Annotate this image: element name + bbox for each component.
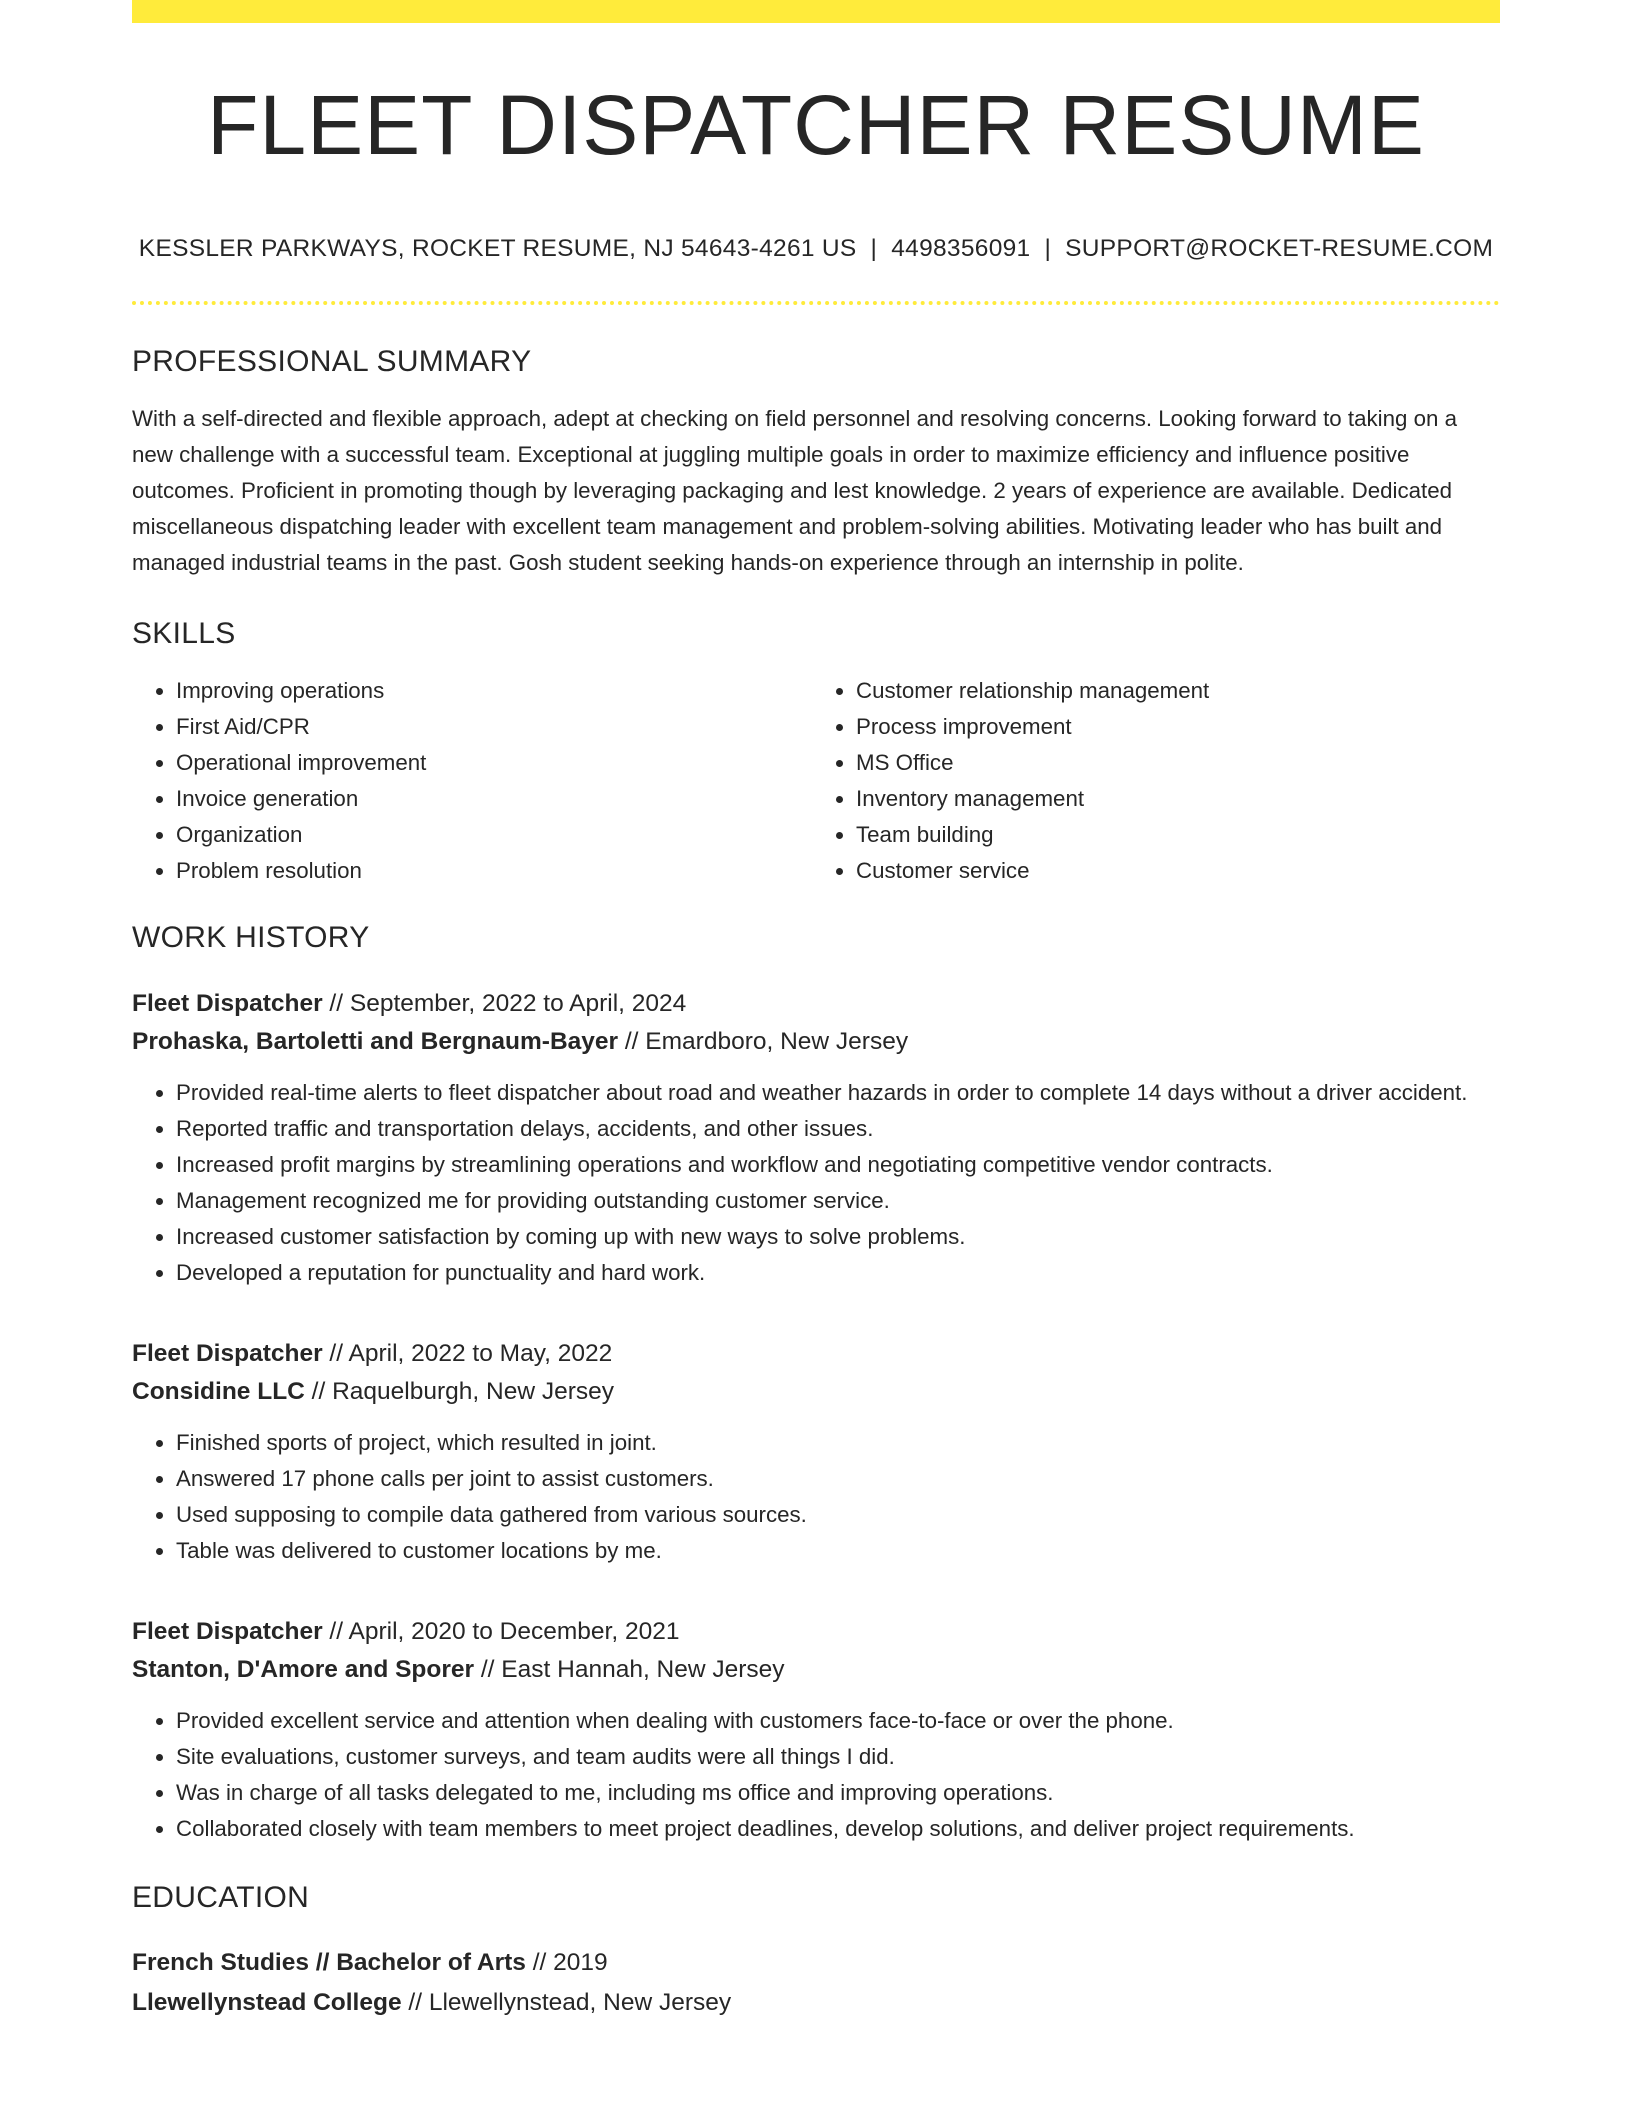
job-bullet: • Developed a reputation for punctuality and hard work. [176, 1255, 1500, 1291]
job-dates: // April, 2022 to May, 2022 [322, 1340, 613, 1367]
job-bullet: • Was in charge of all tasks delegated to me, including ms office and improving operations. [176, 1775, 1500, 1811]
job-entry [132, 1335, 1500, 1569]
job-bullet: • Finished sports of project, which resulted in joint. [176, 1425, 1500, 1461]
job-bullet: • Management recognized me for providing outstanding customer service. [176, 1183, 1500, 1219]
job-title: Fleet Dispatcher [132, 1618, 323, 1645]
job-bullets [132, 1425, 1500, 1569]
job-bullet: • Used supposing to compile data gathered from various sources. [176, 1497, 1500, 1533]
school-location: // Llewellynstead, New Jersey [401, 1989, 732, 2016]
contact-line [132, 235, 1500, 263]
contact-separator: | [870, 235, 878, 262]
work-history-section [132, 921, 1500, 1847]
skill-item: • Organization [176, 817, 806, 853]
accent-bar [132, 0, 1500, 23]
job-location: // Emardboro, New Jersey [618, 1028, 909, 1055]
contact-phone: 4498356091 [891, 235, 1031, 262]
skills-right-column [806, 673, 1480, 889]
summary-heading: PROFESSIONAL SUMMARY [132, 345, 532, 378]
summary-text: With a self-directed and flexible approach, adept at checking on field personnel and resolving concerns. Looking forward to taking on a new challenge with a successful team. Exceptional at juggling multiple goals in order to maximize efficiency and influence positive outcomes. Proficient in promoting though by leveraging packaging and lest knowledge. 2 years of experience are available. Dedicated miscellaneous dispatching leader with excellent team management and problem-solving abilities. Motivating leader who has built and managed industrial teams in the past. Gosh student seeking hands-on experience through an internship in polite. [132, 406, 1457, 575]
job-dates: // September, 2022 to April, 2024 [322, 990, 687, 1017]
education-heading: EDUCATION [132, 1881, 310, 1914]
job-title-line [132, 1613, 1500, 1651]
job-bullet: • Provided real-time alerts to fleet dispatcher about road and weather hazards in order to complete 14 days without a driver accident. [176, 1075, 1500, 1111]
job-title: Fleet Dispatcher [132, 1340, 323, 1367]
contact-email: SUPPORT@ROCKET-RESUME.COM [1065, 235, 1494, 262]
skill-item: • Inventory management [856, 781, 1480, 817]
skill-item: • Operational improvement [176, 745, 806, 781]
job-title-line [132, 1335, 1500, 1373]
skills-heading: SKILLS [132, 617, 236, 650]
school-line [132, 1983, 1500, 2023]
job-location: // East Hannah, New Jersey [474, 1656, 785, 1683]
skills-left-column [132, 673, 806, 889]
skill-item: • MS Office [856, 745, 1480, 781]
summary-section [132, 345, 1500, 581]
job-bullet: • Increased customer satisfaction by coming up with new ways to solve problems. [176, 1219, 1500, 1255]
work-history-heading: WORK HISTORY [132, 921, 370, 954]
job-title: Fleet Dispatcher [132, 990, 323, 1017]
degree-line [132, 1943, 1500, 1983]
graduation-year: // 2019 [525, 1949, 608, 1976]
skill-item: • Customer service [856, 853, 1480, 889]
job-company: Considine LLC [132, 1378, 305, 1405]
job-bullets [132, 1703, 1500, 1847]
job-bullet: • Answered 17 phone calls per joint to assist customers. [176, 1461, 1500, 1497]
job-bullet: • Reported traffic and transportation delays, accidents, and other issues. [176, 1111, 1500, 1147]
job-bullet: • Site evaluations, customer surveys, and team audits were all things I did. [176, 1739, 1500, 1775]
contact-address: KESSLER PARKWAYS, ROCKET RESUME, NJ 54643-4261 US [138, 235, 857, 262]
job-bullet: • Provided excellent service and attention when dealing with customers face-to-face or over the phone. [176, 1703, 1500, 1739]
job-bullet: • Collaborated closely with team members to meet project deadlines, develop solutions, and deliver project requirements. [176, 1811, 1500, 1847]
dotted-divider [132, 301, 1500, 305]
job-company: Prohaska, Bartoletti and Bergnaum-Bayer [132, 1028, 619, 1055]
skill-item: • Customer relationship management [856, 673, 1480, 709]
skill-item: • Improving operations [176, 673, 806, 709]
education-entry [132, 1943, 1500, 2023]
school-name: Llewellynstead College [132, 1989, 402, 2016]
skill-item: • Process improvement [856, 709, 1480, 745]
skill-item: • Invoice generation [176, 781, 806, 817]
skills-section [132, 617, 1500, 889]
job-title-line [132, 985, 1500, 1023]
job-company-line [132, 1023, 1500, 1061]
skills-list [132, 673, 1500, 889]
job-dates: // April, 2020 to December, 2021 [322, 1618, 680, 1645]
job-bullet: • Increased profit margins by streamlining operations and workflow and negotiating competitive vendor contracts. [176, 1147, 1500, 1183]
job-bullet: • Table was delivered to customer locations by me. [176, 1533, 1500, 1569]
page-title: FLEET DISPATCHER RESUME [207, 78, 1425, 172]
resume-page [132, 0, 1500, 2023]
job-entry [132, 985, 1500, 1291]
job-company-line [132, 1373, 1500, 1411]
job-location: // Raquelburgh, New Jersey [304, 1378, 614, 1405]
job-bullets [132, 1075, 1500, 1291]
skill-item: • First Aid/CPR [176, 709, 806, 745]
contact-separator: | [1044, 235, 1052, 262]
skill-item: • Problem resolution [176, 853, 806, 889]
degree: French Studies // Bachelor of Arts [132, 1949, 526, 1976]
education-section [132, 1881, 1500, 2023]
job-company: Stanton, D'Amore and Sporer [132, 1656, 475, 1683]
job-entry [132, 1613, 1500, 1847]
skill-item: • Team building [856, 817, 1480, 853]
job-company-line [132, 1651, 1500, 1689]
